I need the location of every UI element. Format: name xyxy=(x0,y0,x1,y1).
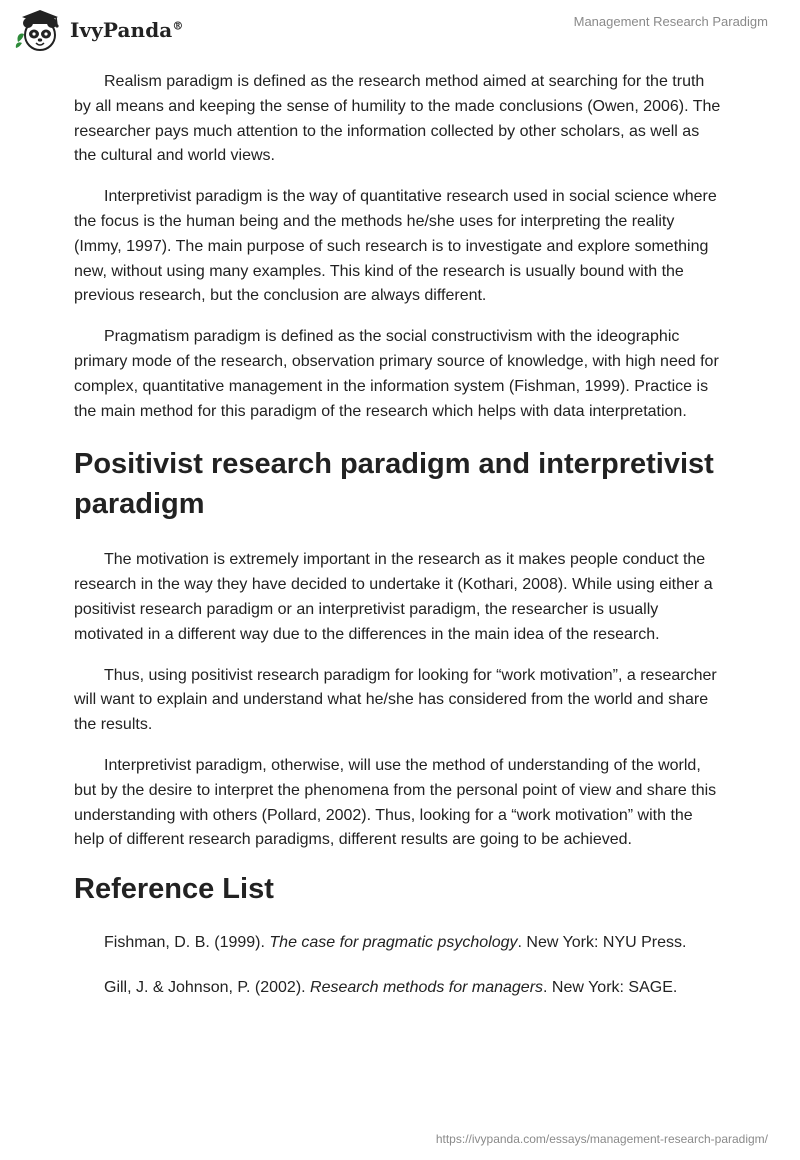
panda-mascot-icon xyxy=(14,8,64,52)
brand-name: IvyPanda® xyxy=(70,18,184,42)
paragraph-interpretivist-usage: Interpretivist paradigm, otherwise, will use the method of understanding of the world, but by the desire to interpret the phenomena from the personal point of view and share this understanding with others (Pollard, 2002). Thus, looking for a “work motivation” with the help of different research paradigms, different results are going to be achieved. xyxy=(74,756,717,849)
reference-item: Gill, J. & Johnson, P. (2002). Research methods for managers. New York: SAGE. xyxy=(104,978,678,996)
paragraph-motivation: The motivation is extremely important in the research as it makes people conduct the research in the way they have decided to undertake it (Kothari, 2008). While using either a positivist research paradigm or an interpretivist paradigm, the researcher is usually motivated in a different way due to the differences in the main idea of the research. xyxy=(74,551,713,643)
paragraph-positivist-usage: Thus, using positivist research paradigm for looking for “work motivation”, a researcher will want to explain and understand what he/she has considered from the world and share the results. xyxy=(74,666,717,734)
document-title: Management Research Paradigm xyxy=(573,14,768,29)
paragraph-pragmatism: Pragmatism paradigm is defined as the social constructivism with the ideographic primary mode of the research, observation primary source of knowledge, with high need for complex, quantitative management in the information system (Fishman, 1999). Practice is the main method for this paradigm of the research which helps with data interpretation. xyxy=(74,328,719,420)
paragraph-interpretivist: Interpretivist paradigm is the way of quantitative research used in social science where the focus is the human being and the methods he/she uses for interpreting the reality (Immy, 1997). The main purpose of such research is to investigate and explore something new, without using many examples. This kind of the research is usually bound with the previous research, but the conclusion are always different. xyxy=(74,188,717,305)
section-heading-references: Reference List xyxy=(74,873,274,906)
ivypanda-logo[interactable] xyxy=(14,8,183,52)
essay-body xyxy=(74,70,724,1021)
page-header xyxy=(0,0,800,64)
section-heading-positivist: Positivist research paradigm and interpretivist paradigm xyxy=(74,448,714,521)
source-url[interactable]: https://ivypanda.com/essays/management-research-paradigm/ xyxy=(435,1132,768,1146)
reference-list xyxy=(74,931,724,1001)
reference-item: Fishman, D. B. (1999). The case for pragmatic psychology. New York: NYU Press. xyxy=(104,934,687,952)
paragraph-realism: Realism paradigm is defined as the research method aimed at searching for the truth by all means and keeping the sense of humility to the made conclusions (Owen, 2006). The researcher pays much attention to the information collected by other scholars, as well as the cultural and world views. xyxy=(74,73,721,165)
